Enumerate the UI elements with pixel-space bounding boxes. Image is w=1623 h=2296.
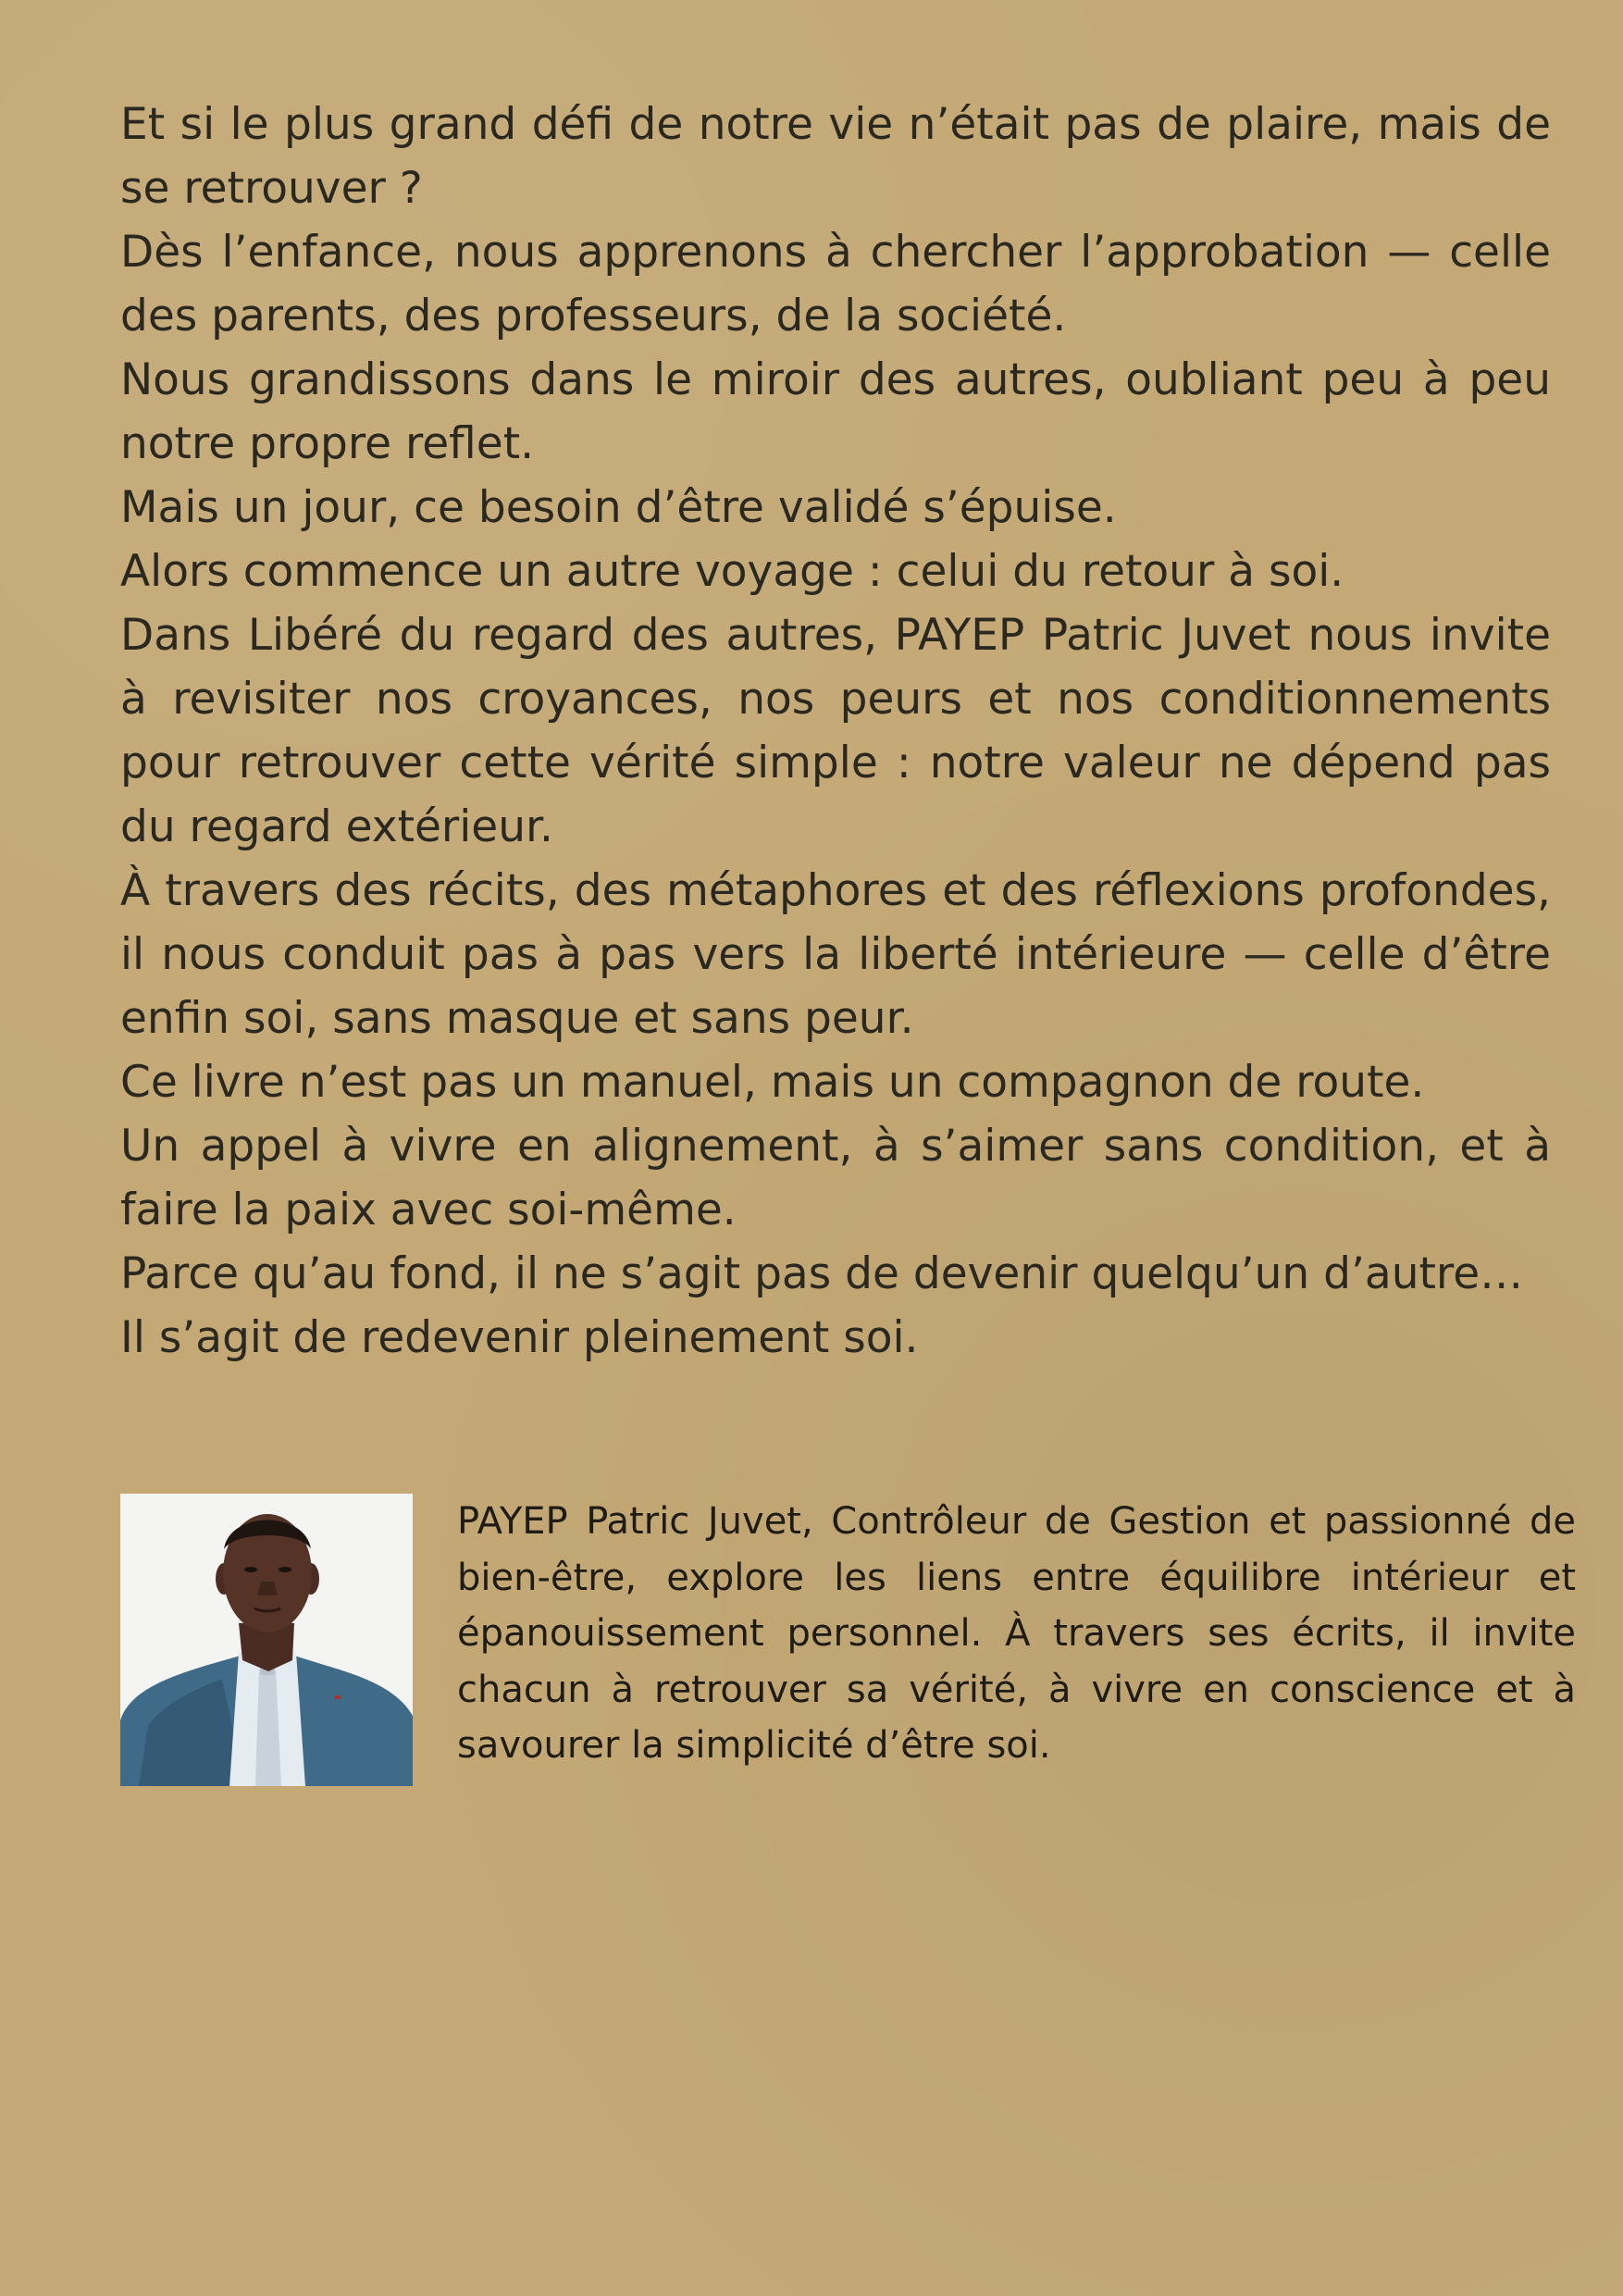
back-cover-blurb — [120, 93, 1551, 1370]
author-bio: PAYEP Patric Juvet, Contrôleur de Gestion et passionné de bien-être, explore les liens entre équilibre intérieur et épanouissement personnel. À travers ses écrits, il invite chacun à retrouver sa vérité, à vivre en conscience et à savourer la simplicité d’être soi. — [457, 1500, 1576, 1767]
blurb-paragraph: Ce livre n’est pas un manuel, mais un compagnon de route. — [120, 1057, 1425, 1108]
author-photo — [120, 1494, 413, 1786]
blurb-paragraph: Nous grandissons dans le miroir des autres, oubliant peu à peu notre propre reflet. — [120, 354, 1551, 469]
blurb-paragraph: Et si le plus grand défi de notre vie n’était pas de plaire, mais de se retrouver ? — [120, 99, 1551, 214]
blurb-paragraph: Alors commence un autre voyage : celui du retour à soi. — [120, 546, 1344, 597]
blurb-paragraph: Dans Libéré du regard des autres, PAYEP Patric Juvet nous invite à revisiter nos croyances, nos peurs et nos conditionnements pour retrouver cette vérité simple : notre valeur ne dépend pas du regard extérieur. — [120, 610, 1551, 852]
author-section — [120, 1494, 1576, 1786]
blurb-paragraph: Dès l’enfance, nous apprenons à chercher l’approbation — celle des parents, des professeurs, de la société. — [120, 227, 1551, 341]
blurb-paragraph: Il s’agit de redevenir pleinement soi. — [120, 1312, 919, 1363]
blurb-paragraph: Mais un jour, ce besoin d’être validé s’épuise. — [120, 482, 1117, 533]
blurb-paragraph: Un appel à vivre en alignement, à s’aimer sans condition, et à faire la paix avec soi-même. — [120, 1121, 1551, 1235]
blurb-paragraph: Parce qu’au fond, il ne s’agit pas de devenir quelqu’un d’autre… — [120, 1248, 1524, 1299]
blurb-paragraph: À travers des récits, des métaphores et des réflexions profondes, il nous conduit pas à pas vers la liberté intérieure — celle d’être enfin soi, sans masque et sans peur. — [120, 865, 1551, 1044]
